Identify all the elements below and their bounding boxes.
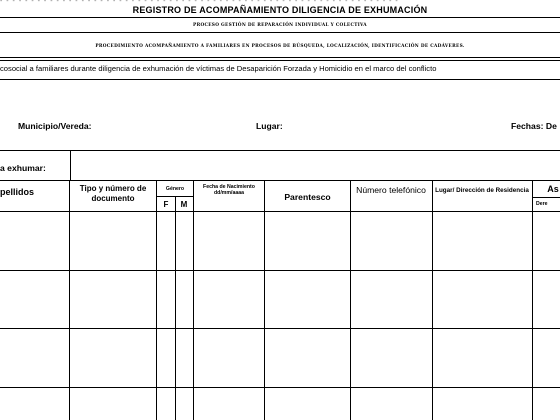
col-header-documento: Tipo y número de documento [79,184,147,203]
process-subtitle: PROCESO GESTIÓN DE REPARACIÓN INDIVIDUAL Y COLECTIVA [193,23,367,28]
divider [0,17,560,18]
divider [0,150,560,151]
lugar-label: Lugar: [256,121,283,131]
column-divider [175,196,176,420]
fechas-label: Fechas: De [511,121,557,131]
exhumar-label: a exhumar: [0,163,46,173]
divider [0,57,560,58]
municipio-label: Municipio/Vereda: [18,121,92,131]
column-divider [532,180,533,420]
divider [0,60,560,61]
col-header-genero: Género [165,186,185,192]
column-divider [264,180,265,420]
intro-text: cosocial a familiares durante diligencia de exhumación de víctimas de Desaparición Forzada y Homicidio en el marco del conflicto [0,64,437,73]
col-header-f: F [163,200,169,209]
divider [0,180,560,181]
divider [0,32,560,33]
column-divider [156,180,157,420]
table-row[interactable] [0,329,560,386]
divider [533,197,560,198]
col-header-telefono: Número telefónico [356,185,426,195]
col-header-parentesco: Parentesco [284,192,331,202]
form-title: REGISTRO DE ACOMPAÑAMIENTO DILIGENCIA DE EXHUMACIÓN [132,5,428,15]
col-header-dere: Dere [536,201,548,207]
table-row[interactable] [0,388,560,420]
col-header-m: M [180,200,188,209]
cropped-header-strip: ‐ ‐ ‐ ‐ ‐ ‐ ‐ ‐ ‐ ‐ ‐ ‐ ‐ ‐ ‐ ‐ ‐ ‐ ‐ ‐ ‐ ‐ ‐ ‐ ‐ ‐ ‐ ‐ ‐ ‐ ‐ ‐ ‐ ‐ ‐ ‐ ‐ ‐ ‐ ‐ ‐ ‐ ‐ ‐ ‐ ‐ ‐ ‐ ‐ ‐ ‐ ‐ ‐ ‐ ‐ ‐ ‐ ‐ ‐ ‐ ‐ ‐ ‐ ‐ [0,0,399,5]
divider [70,150,71,180]
column-divider [69,180,70,420]
table-row[interactable] [0,271,560,327]
divider [0,79,560,80]
col-header-residencia: Lugar/ Dirección de Residencia [435,187,529,194]
column-divider [193,180,194,420]
col-header-fecha-nacimiento: Fecha de Nacimiento dd/mm/aaaa [203,184,255,196]
col-header-as: As [547,184,559,194]
procedure-subtitle: PROCEDIMIENTO ACOMPAÑAMIENTO A FAMILIARES EN PROCESOS DE BÚSQUEDA, LOCALIZACIÓN, IDENTIFICACIÓN DE CADÁVERES. [95,44,465,49]
table-row[interactable] [0,212,560,269]
col-header-apellidos: pellidos [0,187,35,197]
column-divider [350,180,351,420]
column-divider [432,180,433,420]
